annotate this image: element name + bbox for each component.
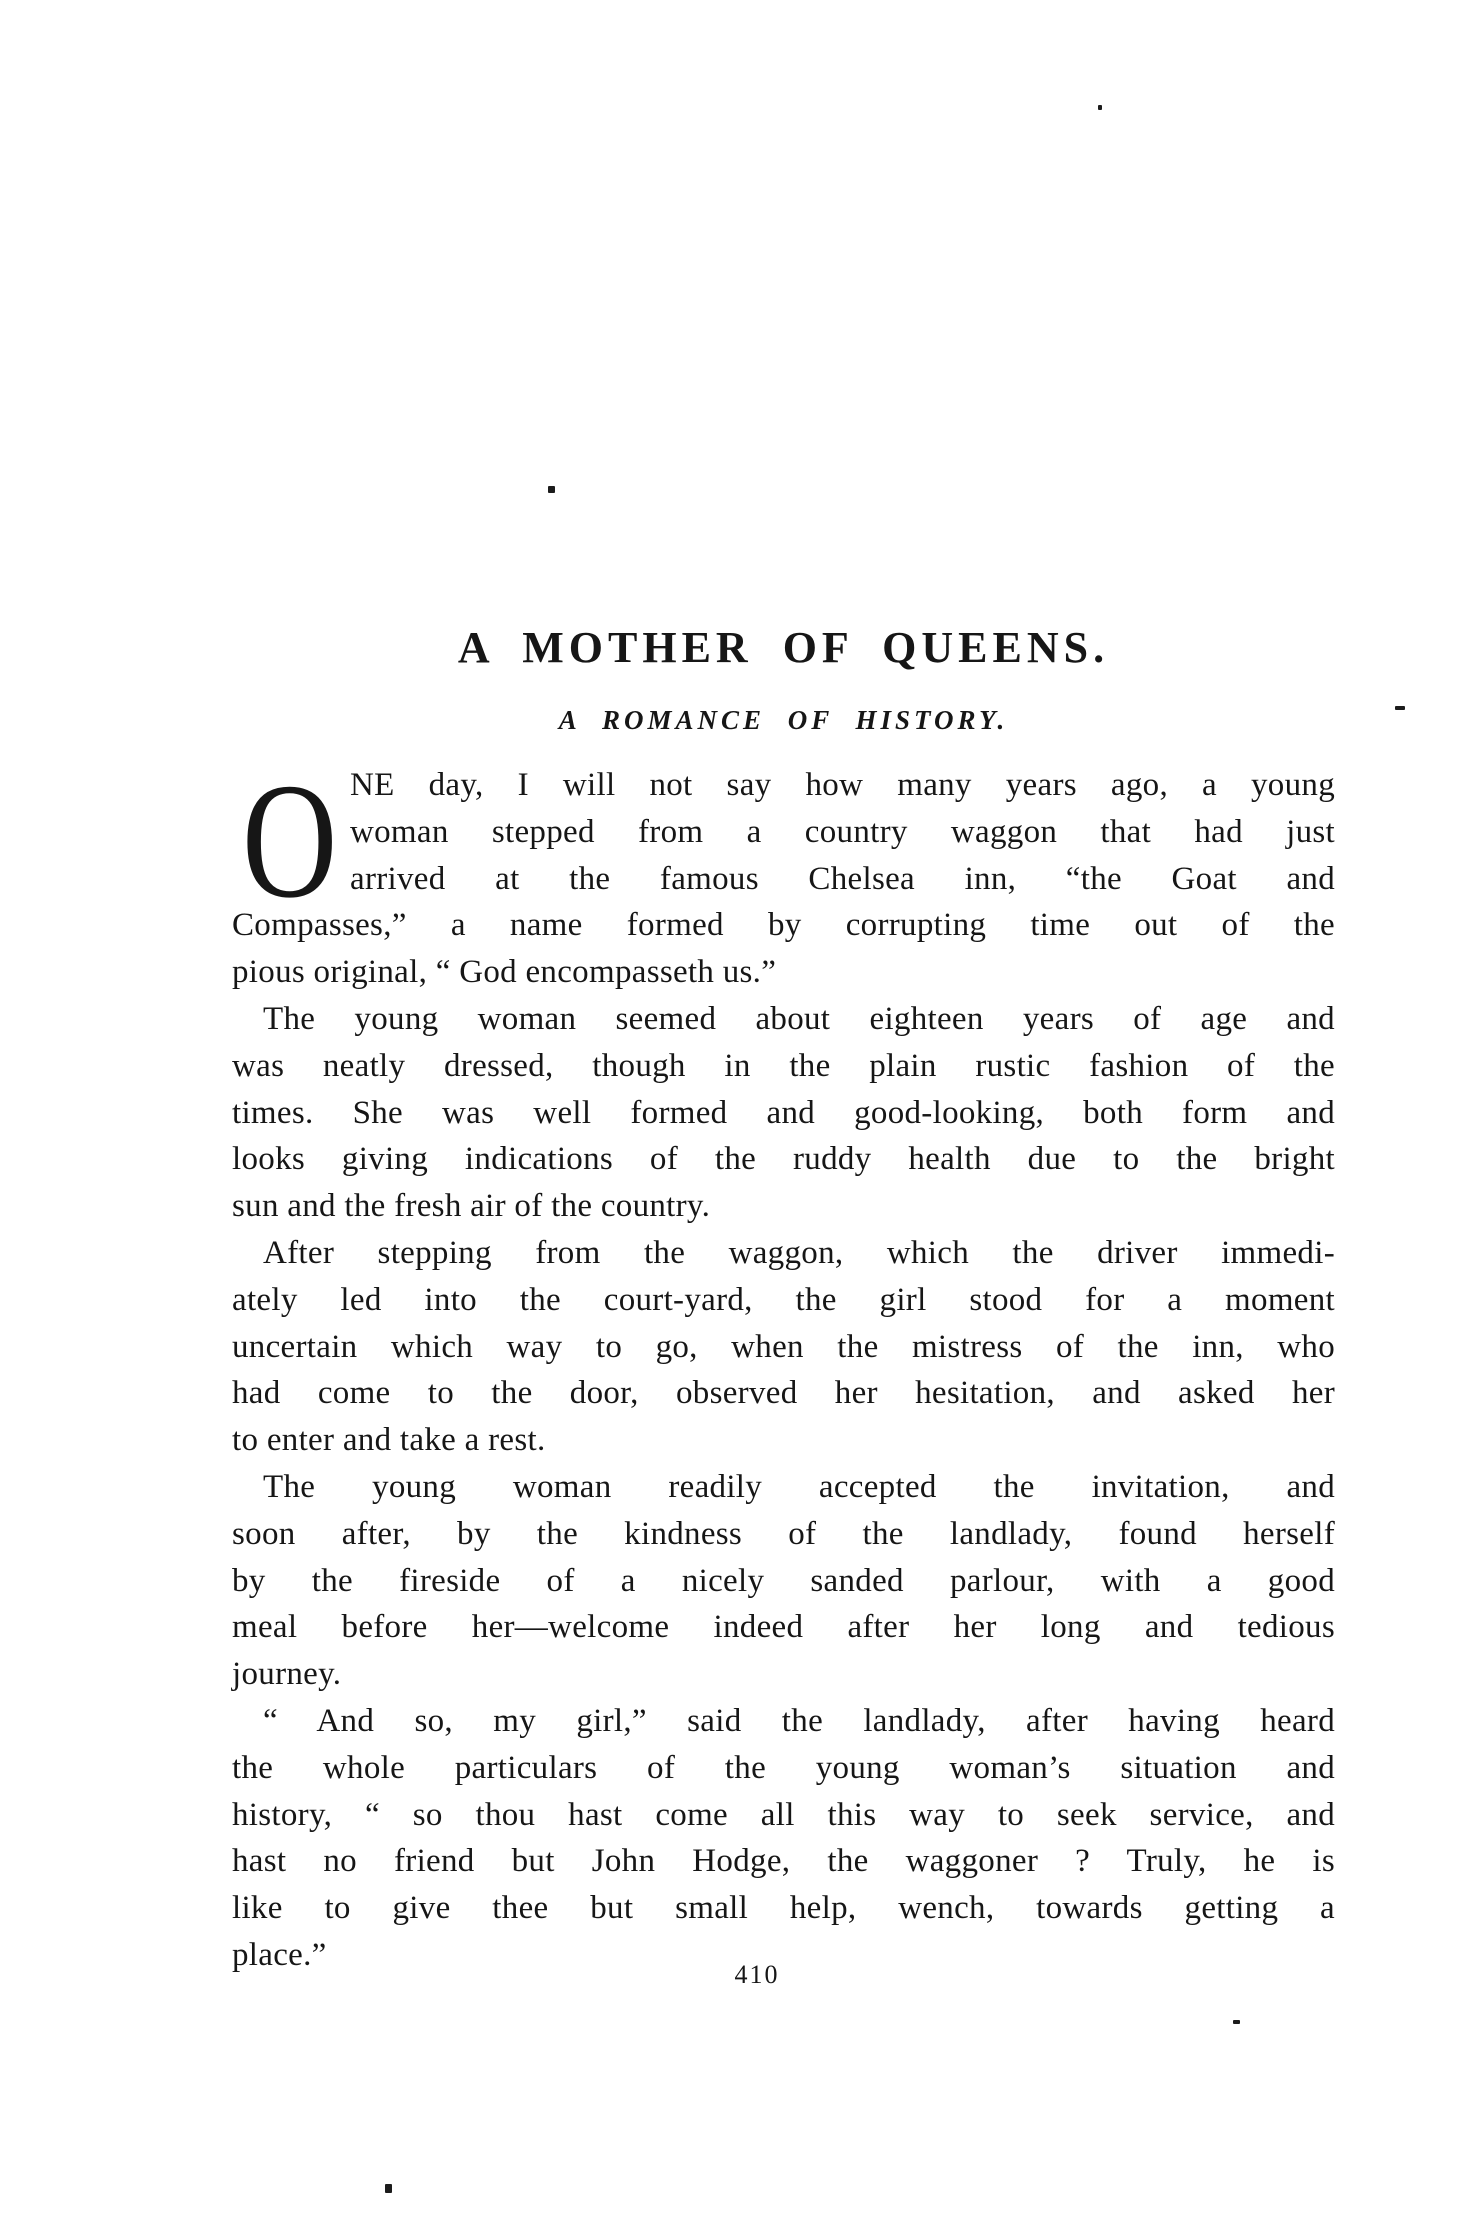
text-line: history, “ so thou hast come all this way to seek service, and [232,1796,1335,1833]
text-line: had come to the door, observed her hesitation, and asked her [232,1375,1335,1412]
text-line: uncertain which way to go, when the mistress of the inn, who [232,1328,1335,1365]
text-line: pious original, “ God encompasseth us.” [232,954,777,991]
text-line: journey. [232,1656,342,1693]
text-line: sun and the fresh air of the country. [232,1188,711,1225]
body-text [232,762,1335,1979]
text-line: meal before her—welcome indeed after her long and tedious [232,1609,1335,1646]
text-line: to enter and take a rest. [232,1422,546,1459]
drop-cap: O [242,749,338,932]
text-line: was neatly dressed, though in the plain rustic fashion of the [232,1047,1335,1084]
text-line: NE day, I will not say how many years ago, a young [350,767,1335,803]
scan-speck [385,2184,392,2193]
text-line: like to give thee but small help, wench, towards getting a [232,1890,1335,1927]
text-line: by the fireside of a nicely sanded parlour, with a good [232,1562,1335,1599]
scan-speck [1233,2020,1240,2024]
text-line: looks giving indications of the ruddy health due to the bright [232,1141,1335,1178]
page-subtitle: A ROMANCE OF HISTORY. [558,705,1009,735]
text-line: The young woman readily accepted the invitation, and [263,1468,1335,1505]
text-line: arrived at the famous Chelsea inn, “the Goat and [350,860,1335,897]
text-line: the whole particulars of the young woman’s situation and [232,1749,1335,1786]
text-line: times. She was well formed and good-looking, both form and [232,1094,1335,1131]
text-line: ately led into the court-yard, the girl stood for a moment [232,1281,1335,1318]
scan-speck [548,486,555,493]
scan-speck [1098,105,1102,110]
text-line: place.” [232,1936,327,1973]
text-line: Compasses,” a name formed by corrupting time out of the [232,907,1335,944]
page-number: 410 [734,1960,780,1989]
text-line: hast no friend but John Hodge, the waggoner ? Truly, he is [232,1843,1335,1880]
text-line: soon after, by the kindness of the landlady, found herself [232,1515,1335,1552]
text-line: The young woman seemed about eighteen years of age and [263,1000,1335,1037]
text-line: woman stepped from a country waggon that had just [350,813,1335,850]
text-line: After stepping from the waggon, which the driver immedi- [263,1234,1335,1271]
scan-speck [1395,706,1405,710]
page-title: A MOTHER OF QUEENS. [457,623,1110,672]
text-line: “ And so, my girl,” said the landlady, after having heard [263,1702,1335,1739]
